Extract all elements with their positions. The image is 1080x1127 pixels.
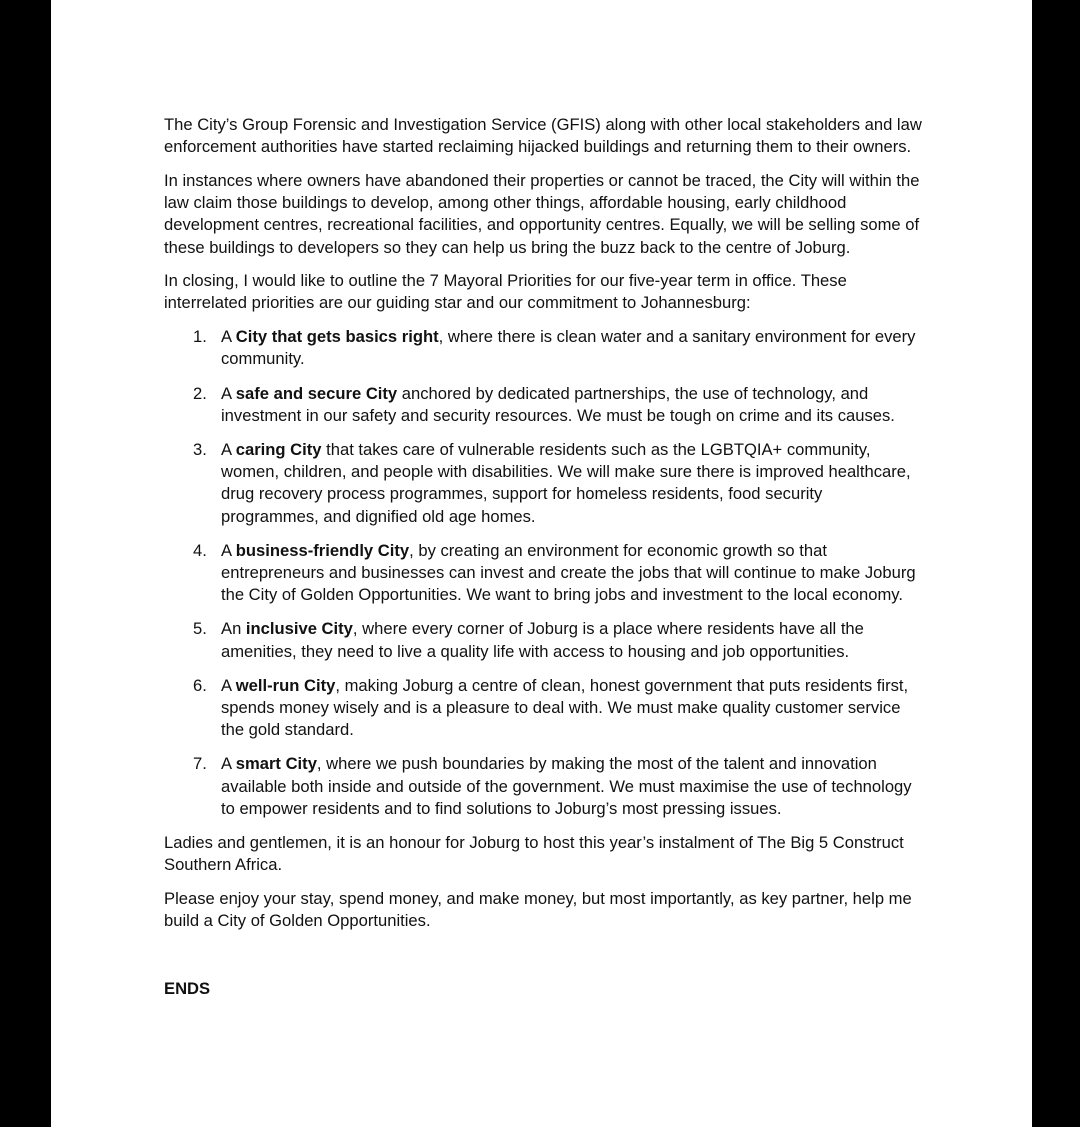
list-item-number: 1. <box>193 327 207 347</box>
ends-marker: ENDS <box>164 979 211 999</box>
list-item-prefix: An <box>221 619 246 639</box>
list-item-number: 3. <box>193 439 207 459</box>
list-item <box>164 753 924 820</box>
list-item-number: 4. <box>193 540 207 560</box>
list-item-bold: well-run City <box>235 675 336 695</box>
list-item <box>164 383 924 427</box>
list-item-bold: safe and secure City <box>235 383 398 403</box>
list-item <box>164 326 924 370</box>
list-item-bold: City that gets basics right <box>235 327 439 347</box>
list-item-bold: inclusive City <box>245 619 353 639</box>
list-item-prefix: A <box>221 675 236 695</box>
list-item <box>164 618 924 662</box>
list-item-bold: caring City <box>235 439 322 459</box>
list-item-bold: business-friendly City <box>235 540 410 560</box>
list-item-prefix: A <box>221 383 236 403</box>
list-item-number: 5. <box>193 619 207 639</box>
list-item-prefix: A <box>221 327 236 347</box>
paragraph-closing-request: Please enjoy your stay, spend money, and make money, but most importantly, as key partner, help me build a City of Golden Opportunities. <box>164 888 912 931</box>
list-item-prefix: A <box>221 754 236 774</box>
list-item-text: , where there is clean water and a sanitary environment for every community. <box>221 327 916 369</box>
list-item-number: 2. <box>193 383 207 403</box>
list-item <box>164 439 924 528</box>
list-item-number: 7. <box>193 754 207 774</box>
list-item-text: , where we push boundaries by making the most of the talent and innovation available both inside and outside of the government. We must maximise the use of technology to empower residents and to find solutions to Joburg’s most pressing issues. <box>221 754 912 818</box>
list-item-bold: smart City <box>235 754 317 774</box>
list-item-prefix: A <box>221 540 236 560</box>
paragraph-abandoned-properties: In instances where owners have abandoned their properties or cannot be traced, the City will within the law claim those buildings to develop, among other things, affordable housing, early childhood development centres, recreational facilities, and opportunity centres. Equally, we will be selling some of these buildings to developers so they can help us bring the buzz back to the centre of Joburg. <box>164 170 920 257</box>
paragraph-mayoral-priorities-intro: In closing, I would like to outline the 7 Mayoral Priorities for our five-year term in office. These interrelated priorities are our guiding star and our commitment to Johannesburg: <box>164 271 847 313</box>
mayoral-priorities-list <box>164 326 924 820</box>
list-item <box>164 675 924 742</box>
paragraph-big5-construct: Ladies and gentlemen, it is an honour for Joburg to host this year’s instalment of The Big 5 Construct Southern Africa. <box>164 832 904 875</box>
document-page <box>51 0 1032 1127</box>
list-item-text: anchored by dedicated partnerships, the use of technology, and investment in our safety and security resources. We must be tough on crime and its causes. <box>221 383 895 425</box>
list-item-prefix: A <box>221 439 236 459</box>
list-item-text: , by creating an environment for economic growth so that entrepreneurs and businesses can invest and create the jobs that will continue to make Joburg the City of Golden Opportunities. We want to bring jobs and investment to the local economy. <box>221 540 916 605</box>
list-item-number: 6. <box>193 675 207 695</box>
list-item-text: that takes care of vulnerable residents such as the LGBTQIA+ community, women, children, and people with disabilities. We will make sure there is improved healthcare, drug recovery process programmes, support for homeless residents, food security programmes, and dignified old age homes. <box>221 439 911 526</box>
list-item <box>164 540 924 607</box>
list-item-text: , making Joburg a centre of clean, honest government that puts residents first, spends money wisely and is a pleasure to deal with. We must make quality customer service the gold standard. <box>221 675 909 740</box>
list-item-text: , where every corner of Joburg is a place where residents have all the amenities, they need to live a quality life with access to housing and job opportunities. <box>221 619 864 661</box>
paragraph-gfis: The City’s Group Forensic and Investigation Service (GFIS) along with other local stakeholders and law enforcement authorities have started reclaiming hijacked buildings and returning them to their owners. <box>164 115 922 157</box>
document-body <box>164 114 924 1012</box>
